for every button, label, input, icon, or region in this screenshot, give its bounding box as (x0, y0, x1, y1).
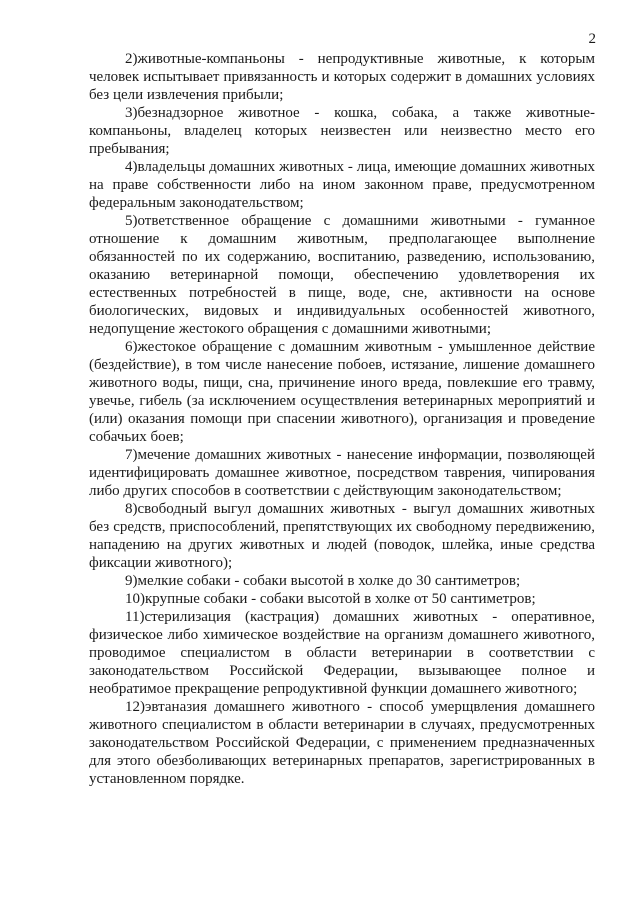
definition-paragraph: 2)животные-компаньоны - непродуктивные животные, к которым человек испытывает привязанность и которых содержит в домашних условиях без цели извлечения прибыли; (89, 51, 595, 103)
definition-paragraph: 8)свободный выгул домашних животных - выгул домашних животных без средств, приспособлений, препятствующих их свободному передвижению, нападению на других животных и людей (поводок, шлейка, иные средства фиксации животного); (89, 501, 595, 571)
definition-paragraph: 11)стерилизация (кастрация) домашних животных - оперативное, физическое либо химическое воздействие на организм домашнего животного, проводимое специалистом в области ветеринарии в соответствии с законодательством Российской Федерации, вызывающее полное и необратимое прекращение репродуктивной функции домашнего животного; (89, 609, 595, 697)
definition-paragraph: 12)эвтаназия домашнего животного - способ умерщвления домашнего животного специалистом в области ветеринарии в случаях, предусмотренных законодательством Российской Федерации, с применением предназначенных для этого обезболивающих ветеринарных препаратов, зарегистрированных в установленном порядке. (89, 699, 595, 787)
definition-paragraph: 5)ответственное обращение с домашними животными - гуманное отношение к домашним животным, предполагающее выполнение обязанностей по их содержанию, воспитанию, разведению, использованию, оказанию ветеринарной помощи, обеспечению удовлетворения их естественных потребностей в пище, воде, сне, активности на основе биологических, видовых и индивидуальных особенностей животного, недопущение жестокого обращения с домашними животными; (89, 213, 595, 337)
definition-paragraph: 6)жестокое обращение с домашним животным - умышленное действие (бездействие), в том числе нанесение побоев, истязание, лишение домашнего животного воды, пищи, сна, причинение иного вреда, повлекшие его травму, увечье, гибель (за исключением осуществления ветеринарных мероприятий и (или) оказания помощи при спасении животного), организация и проведение собачьих боев; (89, 339, 595, 445)
definition-paragraph: 3)безнадзорное животное - кошка, собака, а также животные-компаньоны, владелец которых неизвестен или неизвестно место его пребывания; (89, 105, 595, 157)
definition-paragraph: 9)мелкие собаки - собаки высотой в холке до 30 сантиметров; (125, 573, 521, 589)
definition-paragraph: 4)владельцы домашних животных - лица, имеющие домашних животных на праве собственности либо на ином законном праве, предусмотренном федеральным законодательством; (89, 159, 595, 211)
page-number: 2 (588, 31, 596, 47)
document-body (89, 50, 595, 788)
definition-paragraph: 7)мечение домашних животных - нанесение информации, позволяющей идентифицировать домашнее животное, посредством таврения, чипирования либо других способов в соответствии с действующим законодательством; (89, 447, 595, 499)
definition-paragraph: 10)крупные собаки - собаки высотой в холке от 50 сантиметров; (125, 591, 536, 607)
